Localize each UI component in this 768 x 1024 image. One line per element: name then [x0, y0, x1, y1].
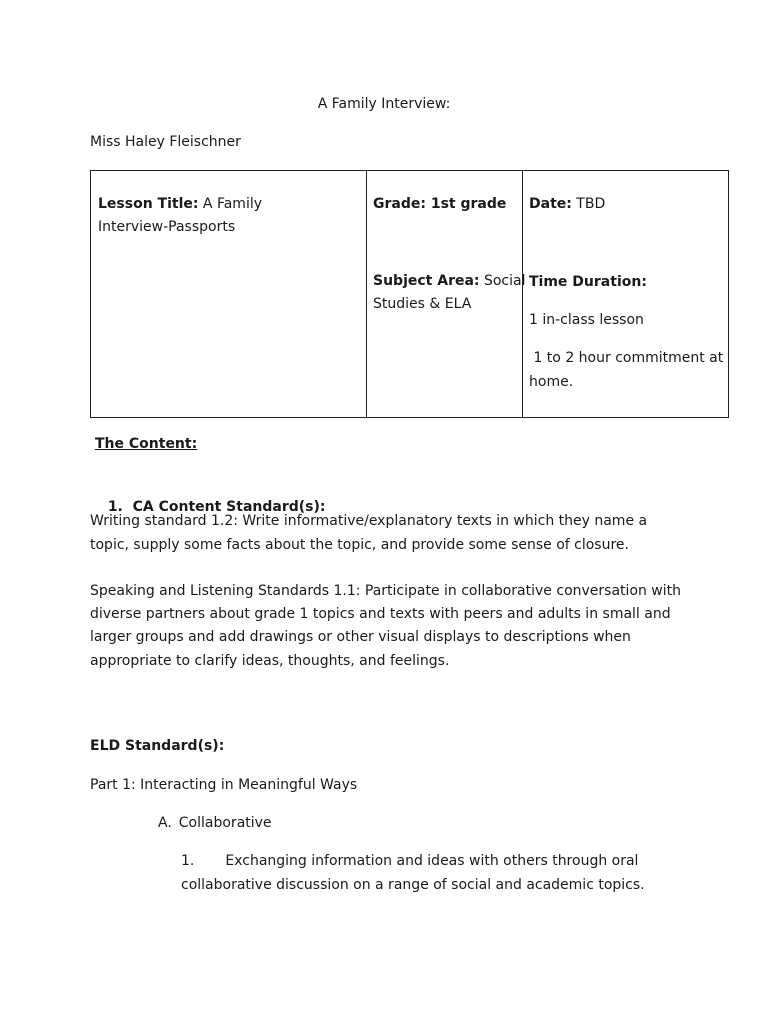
lesson-title-label: Lesson Title:	[98, 196, 199, 212]
lesson-title-line-1	[98, 193, 262, 216]
list-item-a-text: Collaborative	[178, 815, 272, 831]
list-item-1	[181, 850, 638, 874]
list-item-a-marker: A.	[158, 815, 172, 831]
date-time-cell	[523, 171, 729, 418]
time-duration-label	[529, 271, 647, 294]
time-duration-line-3: home.	[529, 374, 574, 390]
grade-subject-cell	[367, 171, 526, 418]
list-item-1-marker: 1.	[181, 853, 195, 869]
speaking-standard-line-3: larger groups and add drawings or other visual displays to descriptions when	[90, 629, 631, 645]
time-duration-text: Time Duration:	[529, 274, 647, 290]
author-name: Miss Haley Fleischner	[90, 134, 241, 150]
eld-standards-heading	[90, 735, 224, 759]
lesson-title-cell	[91, 171, 367, 418]
ca-standards-heading-text: 1. CA Content Standard(s):	[107, 498, 326, 515]
speaking-standard-line-1: Speaking and Listening Standards 1.1: Participate in collaborative conversation with	[90, 583, 682, 599]
writing-standard-line-1: Writing standard 1.2: Write informative/explanatory texts in which they name a	[90, 513, 648, 529]
lesson-title-value: A Family	[198, 196, 263, 212]
part-1-heading: Part 1: Interacting in Meaningful Ways	[90, 777, 358, 793]
lesson-title-line-2: Interview-Passports	[98, 219, 236, 235]
content-heading	[95, 433, 197, 457]
grade-text: Grade: 1st grade	[373, 196, 507, 212]
list-item-1-text: Exchanging information and ideas with others through oral	[225, 853, 639, 869]
lesson-info-table	[90, 170, 729, 418]
speaking-standard-line-4: appropriate to clarify ideas, thoughts, and feelings.	[90, 653, 450, 669]
date-line	[529, 193, 605, 216]
eld-standards-heading-text: ELD Standard(s):	[90, 738, 225, 754]
subject-value: Social	[479, 273, 526, 289]
subject-label: Subject Area:	[373, 273, 480, 289]
grade-label	[373, 193, 506, 216]
list-item-1-line-2: collaborative discussion on a range of social and academic topics.	[181, 877, 645, 893]
date-value: TBD	[571, 196, 606, 212]
writing-standard-line-2: topic, supply some facts about the topic, and provide some sense of closure.	[90, 537, 629, 553]
time-duration-line-2: 1 to 2 hour commitment at	[529, 350, 724, 366]
speaking-standard-line-2: diverse partners about grade 1 topics and texts with peers and adults in small and	[90, 606, 671, 622]
subject-line-1	[373, 270, 525, 293]
list-item-a	[158, 812, 272, 836]
time-duration-line-1: 1 in-class lesson	[529, 312, 644, 328]
content-heading-text: The Content:	[95, 436, 198, 452]
date-label: Date:	[529, 196, 572, 212]
document-title: A Family Interview:	[317, 96, 451, 112]
subject-line-2: Studies & ELA	[373, 296, 472, 312]
